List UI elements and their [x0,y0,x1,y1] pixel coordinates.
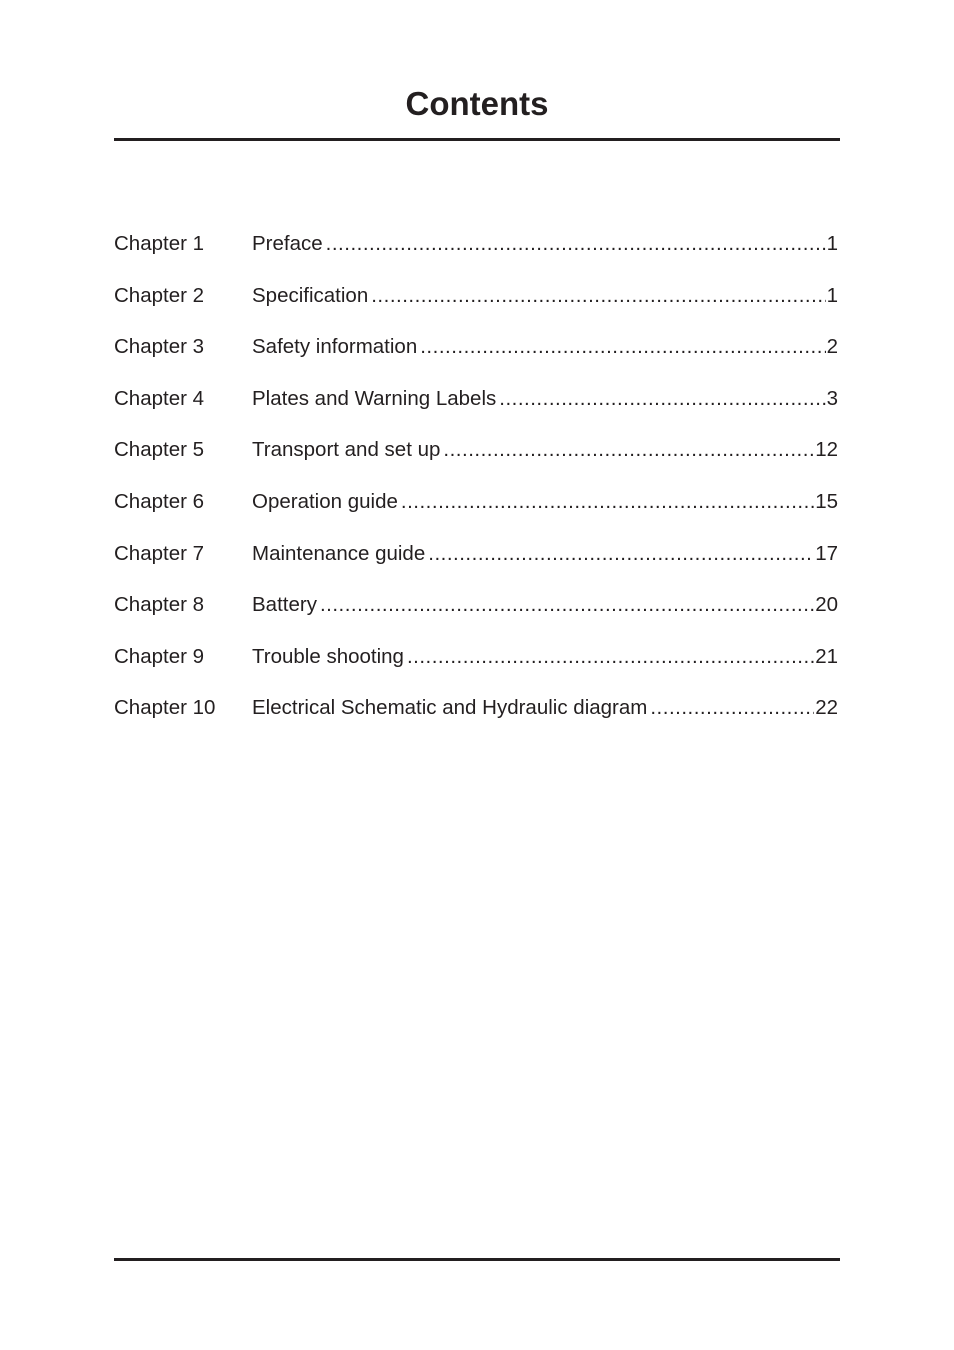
chapter-title: Plates and Warning Labels [252,386,497,410]
chapter-label: Chapter 1 [114,232,205,255]
dot-leader [326,226,826,262]
toc-row[interactable] [114,432,838,484]
chapter-label: Chapter 7 [114,541,205,565]
page-number: 21 [815,644,838,668]
chapter-label: Chapter 2 [114,283,205,307]
dot-leader [420,329,825,365]
page-number: 1 [826,283,838,307]
dot-leader [650,690,814,726]
chapter-label: Chapter 8 [114,593,205,617]
toc-row[interactable] [114,329,838,381]
toc-entry [252,432,838,468]
page-number: 20 [815,593,838,617]
chapter-title: Battery [252,593,317,617]
chapter-title: Electrical Schematic and Hydraulic diagram [252,696,648,720]
chapter-title: Operation guide [252,489,398,513]
toc-row[interactable] [114,484,838,536]
page-number: 2 [826,335,838,359]
dot-leader [371,278,825,314]
toc-row[interactable] [114,278,838,330]
toc-entry [252,639,838,675]
dot-leader [401,484,814,520]
bottom-divider [114,1258,840,1261]
chapter-title: Preface [252,232,323,255]
dot-leader [443,432,814,468]
page-title: Contents [405,85,549,122]
toc-entry [252,587,838,623]
chapter-label: Chapter 5 [114,438,205,462]
dot-leader [320,587,814,623]
toc-row[interactable] [114,226,838,278]
chapter-label: Chapter 6 [114,489,205,513]
chapter-title: Transport and set up [252,438,441,462]
page-number: 22 [815,696,838,720]
chapter-title: Trouble shooting [252,644,404,668]
dot-leader [407,639,814,675]
toc-entry [252,226,838,262]
page-number: 17 [815,541,838,565]
chapter-title: Maintenance guide [252,541,426,565]
chapter-label: Chapter 9 [114,644,205,668]
page-number: 3 [826,386,838,410]
toc-row[interactable] [114,639,838,691]
toc-row[interactable] [114,690,838,742]
chapter-label: Chapter 10 [114,696,216,720]
toc-row[interactable] [114,536,838,588]
toc-row[interactable] [114,587,838,639]
dot-leader [428,536,814,572]
page-number: 15 [815,489,838,513]
toc-row[interactable] [114,381,838,433]
table-of-contents [114,226,838,742]
toc-entry [252,381,838,417]
page-number: 1 [826,232,838,255]
chapter-title: Specification [252,283,369,307]
toc-entry [252,536,838,572]
toc-entry [252,329,838,365]
dot-leader [499,381,825,417]
chapter-title: Safety information [252,335,418,359]
toc-entry [252,484,838,520]
chapter-label: Chapter 3 [114,335,205,359]
chapter-label: Chapter 4 [114,386,205,410]
toc-entry [252,278,838,314]
top-divider [114,138,840,141]
page-number: 12 [815,438,838,462]
toc-entry [252,690,838,726]
